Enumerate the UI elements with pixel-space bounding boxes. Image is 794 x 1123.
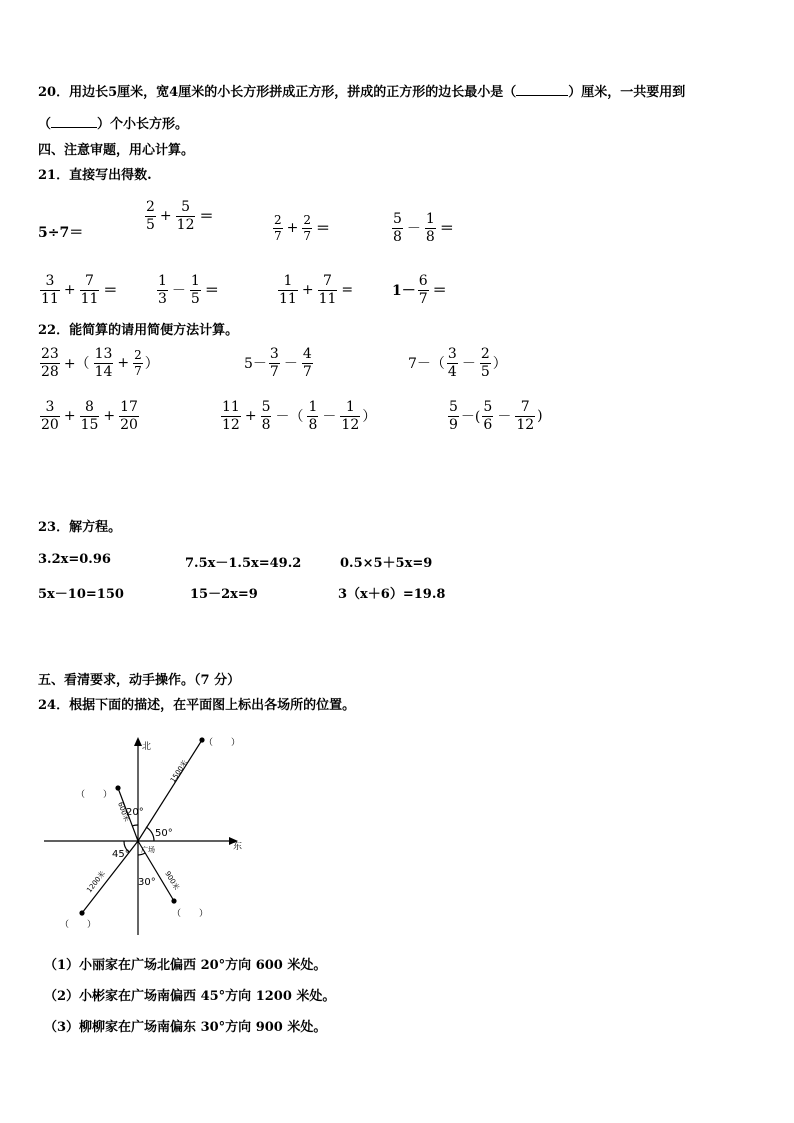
q20-text-b: 厘米，宽 xyxy=(117,85,170,100)
q23-equation-6: 3（x＋6）=19.8 xyxy=(338,587,446,602)
q23-title: 23．解方程。 xyxy=(38,520,122,535)
q20-text-e: （ xyxy=(38,117,52,132)
q21-item-4: $\frac{5}{8}$ － $\frac{1}{8}$ ＝ xyxy=(393,211,454,245)
fraction: $\frac{13}{14}$ xyxy=(94,346,113,380)
blank-label-ne[interactable]: （ ） xyxy=(204,738,241,748)
distance-1500-label: 1500米 xyxy=(168,758,190,785)
fraction: $\frac{1}{12}$ xyxy=(341,399,360,433)
fraction: $\frac{7}{12}$ xyxy=(516,399,535,433)
q24-item-1: （1）小丽家在广场北偏西 20°方向 600 米处。 xyxy=(44,958,327,973)
fraction: $\frac{5}{8}$ xyxy=(261,399,271,433)
fraction: $\frac{3}{11}$ xyxy=(41,273,59,307)
q20-answer-blank-1[interactable] xyxy=(516,84,568,96)
angle-30-label: 30° xyxy=(138,877,156,888)
q21-title: 21．直接写出得数. xyxy=(38,168,152,183)
fraction: $\frac{5}{8}$ xyxy=(393,211,402,245)
q21-item-8: 1－ $\frac{6}{7}$ ＝ xyxy=(392,273,447,307)
fraction: $\frac{1}{8}$ xyxy=(425,211,435,245)
line-1500m xyxy=(138,740,202,841)
fraction: $\frac{17}{20}$ xyxy=(120,399,138,433)
q22-expr-2: 5－ $\frac{3}{7}$ － $\frac{4}{7}$ xyxy=(244,346,312,380)
q21-item-1 xyxy=(38,222,83,242)
q21-item-2: $\frac{2}{5}$ + $\frac{5}{12}$ ＝ xyxy=(146,199,214,233)
angle-50-arc xyxy=(146,827,154,841)
fraction: $\frac{7}{11}$ xyxy=(80,273,99,307)
angle-20-label: 20° xyxy=(126,807,144,818)
q23-equation-3: 0.5×5＋5x=9 xyxy=(340,556,433,571)
q24-item-3: （3）柳柳家在广场南偏东 30°方向 900 米处。 xyxy=(44,1020,327,1035)
q20-answer-blank-2[interactable] xyxy=(51,116,97,128)
fraction: $\frac{1}{3}$ xyxy=(158,273,167,307)
q22-title: 22．能简算的请用简便方法计算。 xyxy=(38,323,239,338)
blank-label-nw[interactable]: （ ） xyxy=(76,790,113,800)
q23-equation-5: 15－2x=9 xyxy=(190,587,258,602)
q22-expr-6: $\frac{5}{9}$ －( $\frac{5}{6}$ － $\frac{7}{12}$ ) xyxy=(449,399,543,433)
fraction: $\frac{5}{12}$ xyxy=(176,199,195,233)
angle-20-arc xyxy=(132,825,138,826)
q20-number-2: 4 xyxy=(169,85,179,100)
q23-equation-2: 7.5x－1.5x=49.2 xyxy=(185,556,302,571)
point-1200m xyxy=(79,910,84,915)
section-5-heading: 五、看清要求，动手操作。（7 分） xyxy=(38,673,241,688)
q21-item-3: $\frac{2}{7}$ + $\frac{2}{7}$ ＝ xyxy=(274,213,331,243)
fraction: $\frac{1}{5}$ xyxy=(190,273,200,307)
fraction: $\frac{4}{7}$ xyxy=(302,346,312,380)
q22-expr-5: $\frac{11}{12}$ + $\frac{5}{8}$ －（ $\frac{1}{8}$ － $\frac{1}{12}$ ） xyxy=(222,399,377,433)
q23-equation-1: 3.2x=0.96 xyxy=(38,552,111,567)
q21-item-5: $\frac{3}{11}$ + $\frac{7}{11}$ ＝ xyxy=(41,273,118,307)
q20-text-c: 厘米的小长方形拼成正方形，拼成的正方形的边长最小是（ xyxy=(178,85,517,100)
q24-title: 24．根据下面的描述，在平面图上标出各场所的位置。 xyxy=(38,698,356,713)
north-arrow-icon xyxy=(134,737,142,746)
fraction: $\frac{11}{12}$ xyxy=(222,399,240,433)
fraction: $\frac{2}{7}$ xyxy=(134,348,142,378)
q20-text-d: ）厘米，一共要用到 xyxy=(568,85,686,100)
q21-item-6: $\frac{1}{3}$ － $\frac{1}{5}$ ＝ xyxy=(158,273,219,307)
fraction: $\frac{5}{9}$ xyxy=(449,399,458,433)
center-label: 广场 xyxy=(141,846,155,854)
fraction: $\frac{8}{15}$ xyxy=(80,399,99,433)
q23-equation-4: 5x－10=150 xyxy=(38,587,124,602)
fraction: $\frac{2}{7}$ xyxy=(274,213,282,243)
distance-900-label: 900米 xyxy=(163,869,181,892)
fraction: $\frac{23}{28}$ xyxy=(41,346,59,380)
blank-label-sw[interactable]: （ ） xyxy=(60,920,97,930)
q20-line2 xyxy=(38,116,188,133)
fraction: $\frac{7}{11}$ xyxy=(318,273,337,307)
fraction: $\frac{5}{6}$ xyxy=(483,399,493,433)
direction-diagram xyxy=(38,733,258,943)
angle-50-label: 50° xyxy=(155,828,173,839)
q21-item-7: $\frac{1}{11}$ + $\frac{7}{11}$ = xyxy=(279,273,354,307)
point-600m xyxy=(115,785,120,790)
q20-text-f: ）个小长方形。 xyxy=(97,117,189,132)
fraction: $\frac{3}{7}$ xyxy=(269,346,279,380)
distance-600-label: 600米 xyxy=(116,800,131,823)
q22-expr-1: $\frac{23}{28}$ +（ $\frac{13}{14}$ + $\frac{2}{7}$ ） xyxy=(41,346,159,380)
fraction: $\frac{2}{7}$ xyxy=(303,213,312,243)
q22-expr-4: $\frac{3}{20}$ + $\frac{8}{15}$ + $\frac{17}{20}$ xyxy=(41,399,138,433)
q24-item-2: （2）小彬家在广场南偏西 45°方向 1200 米处。 xyxy=(44,989,336,1004)
fraction: $\frac{2}{5}$ xyxy=(146,199,155,233)
fraction: $\frac{1}{11}$ xyxy=(279,273,297,307)
fraction: $\frac{2}{5}$ xyxy=(480,346,490,380)
distance-1200-label: 1200米 xyxy=(85,869,107,895)
section-4-heading: 四、注意审题，用心计算。 xyxy=(38,143,195,158)
fraction: $\frac{3}{4}$ xyxy=(447,346,457,380)
east-label: 东 xyxy=(233,842,243,852)
q20-number-1: 5 xyxy=(108,85,118,100)
q20-line1 xyxy=(38,84,685,101)
point-900m xyxy=(171,898,176,903)
blank-label-se[interactable]: （ ） xyxy=(172,909,209,919)
angle-45-label: 45° xyxy=(112,849,130,860)
fraction: $\frac{1}{8}$ xyxy=(308,399,318,433)
fraction: $\frac{3}{20}$ xyxy=(41,399,59,433)
q21-item-1-text: 5÷7＝ xyxy=(38,225,84,241)
north-label: 北 xyxy=(142,742,152,752)
q22-expr-3: 7－（ $\frac{3}{4}$ － $\frac{2}{5}$ ） xyxy=(408,346,507,380)
fraction: $\frac{6}{7}$ xyxy=(418,273,428,307)
q20-text-a: 20．用边长 xyxy=(38,85,109,100)
